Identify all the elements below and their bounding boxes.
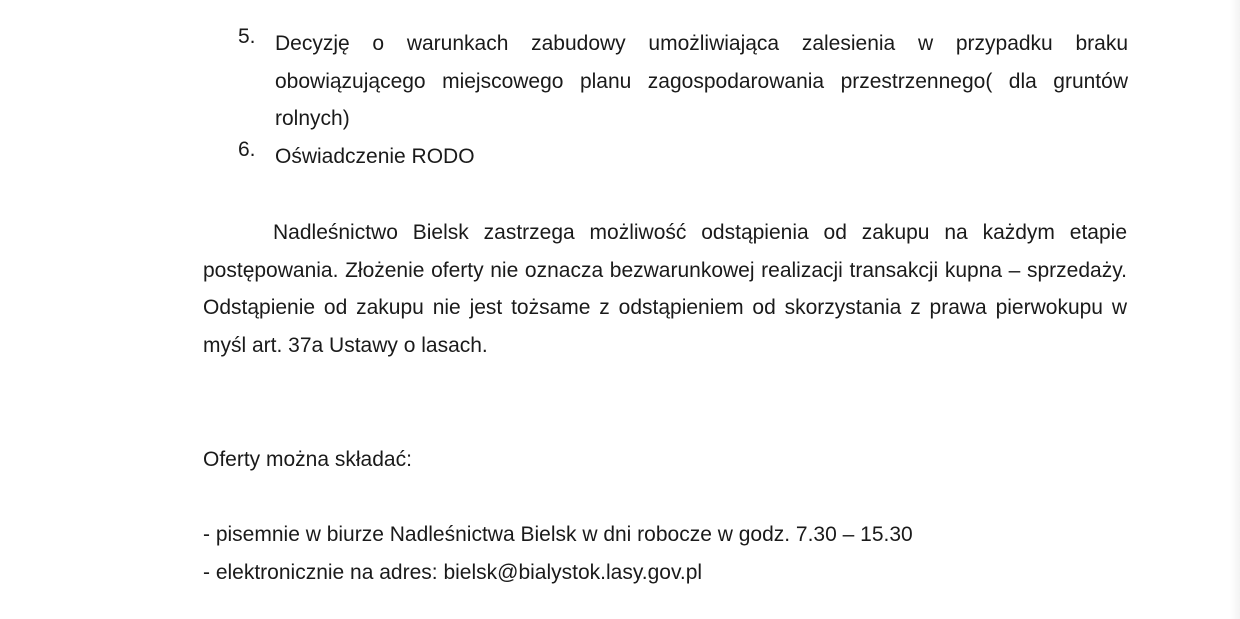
offer-method-written: - pisemnie w biurze Nadleśnictwa Bielsk w dni robocze w godz. 7.30 – 15.30 [203,523,913,546]
disclaimer-paragraph: Nadleśnictwo Bielsk zastrzega możliwość odstąpienia od zakupu na każdym etapie postępowania. Złożenie oferty nie oznacza bezwarunkowej realizacji transakcji kupna – sprzedaży. Odstąpienie od zakupu nie jest tożsame z odstąpieniem od skorzystania z prawa pierwokupu w myśl art. 37a Ustawy o lasach. [203,221,1127,357]
list-item-number: 6. [238,138,256,161]
list-item-text: Oświadczenie RODO [275,145,475,168]
scan-edge-shadow [1230,0,1240,619]
list-item-text: Decyzję o warunkach zabudowy umożliwiająca zalesienia w przypadku braku obowiązującego miejscowego planu zagospodarowania przestrzennego( dla gruntów rolnych) [275,32,1128,130]
offer-method-electronic: - elektronicznie na adres: bielsk@bialystok.lasy.gov.pl [203,561,703,584]
list-item-number: 5. [238,25,256,48]
offers-heading: Oferty można składać: [203,448,412,471]
